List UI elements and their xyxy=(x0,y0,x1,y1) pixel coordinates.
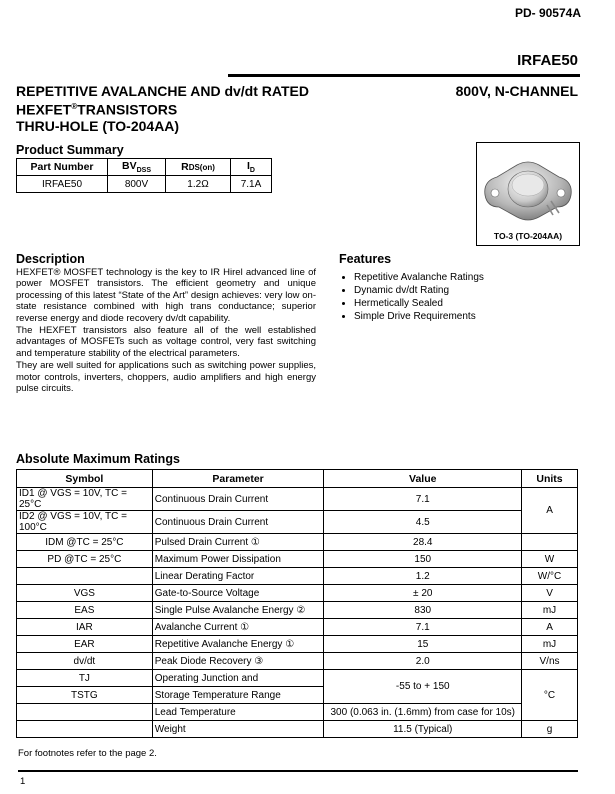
description-paragraph-3: They are well suited for applications such as switching power supplies, motor controls, inverters, choppers, audio amplifiers and high energy pulse circuits. xyxy=(16,360,316,395)
value-cell: 830 xyxy=(324,602,522,619)
part-number-heading: IRFAE50 xyxy=(517,52,578,69)
header-symbol: Symbol xyxy=(17,470,153,488)
parameter-cell: Single Pulse Avalanche Energy ② xyxy=(152,602,324,619)
table-row xyxy=(17,488,578,511)
parameter-cell: Storage Temperature Range xyxy=(152,687,324,704)
list-item: • Hermetically Sealed xyxy=(354,297,484,310)
footer-rule xyxy=(18,770,578,772)
symbol-cell: EAR xyxy=(17,636,153,653)
symbol-cell: ID2 @ VGS = 10V, TC = 100°C xyxy=(17,511,153,534)
list-item: • Simple Drive Requirements xyxy=(354,310,484,323)
value-cell: 28.4 xyxy=(324,534,522,551)
package-caption: TO-3 (TO-204AA) xyxy=(493,231,563,241)
unit-cell: W/°C xyxy=(522,568,578,585)
parameter-cell: Peak Diode Recovery ③ xyxy=(152,653,324,670)
unit-cell: V/ns xyxy=(522,653,578,670)
value-cell: 15 xyxy=(324,636,522,653)
unit-cell: A xyxy=(522,488,578,534)
unit-cell xyxy=(522,534,578,551)
value-cell: -55 to + 150 xyxy=(324,670,522,704)
symbol-cell: VGS xyxy=(17,585,153,602)
table-row xyxy=(17,721,578,738)
title-line-3: THRU-HOLE (TO-204AA) xyxy=(16,117,180,134)
value-cell: 11.5 (Typical) xyxy=(324,721,522,738)
unit-cell: A xyxy=(522,619,578,636)
parameter-cell: Maximum Power Dissipation xyxy=(152,551,324,568)
symbol-cell xyxy=(17,568,153,585)
parameter-cell: Gate-to-Source Voltage xyxy=(152,585,324,602)
absolute-maximum-ratings-table xyxy=(16,469,578,738)
absolute-maximum-ratings-heading: Absolute Maximum Ratings xyxy=(16,452,180,466)
table-row xyxy=(17,585,578,602)
table-row xyxy=(17,670,578,687)
parameter-cell: Linear Derating Factor xyxy=(152,568,324,585)
description-heading: Description xyxy=(16,252,85,266)
value-cell: 2.0 xyxy=(324,653,522,670)
unit-cell: mJ xyxy=(522,602,578,619)
title-line-1: REPETITIVE AVALANCHE AND dv/dt RATED xyxy=(16,83,309,99)
parameter-cell: Lead Temperature xyxy=(152,704,324,721)
header-parameter: Parameter xyxy=(152,470,324,488)
description-paragraph-2: The HEXFET transistors also feature all of the well established advantages of MOSFETs such as voltage control, very fast switching and temperature stability of the electrical parameters. xyxy=(16,325,316,359)
ps-header-part: Part Number xyxy=(17,159,108,176)
symbol-cell: IAR xyxy=(17,619,153,636)
ps-bv: 800V xyxy=(108,176,166,193)
list-item: • Dynamic dv/dt Rating xyxy=(354,284,484,297)
parameter-cell: Continuous Drain Current xyxy=(152,488,324,511)
table-row xyxy=(17,619,578,636)
ps-header-bv: $BV_{DSS}$ xyxy=(108,159,166,176)
channel-rating: 800V, N-CHANNEL xyxy=(455,83,578,99)
symbol-cell xyxy=(17,704,153,721)
table-row xyxy=(17,551,578,568)
title-transistors: TRANSISTORS xyxy=(77,101,178,118)
description-text xyxy=(16,267,316,395)
parameter-cell: Operating Junction and xyxy=(152,670,324,687)
symbol-cell: TJ xyxy=(17,670,153,687)
footnote-reference: For footnotes refer to the page 2. xyxy=(18,748,157,759)
header-units: Units xyxy=(522,470,578,488)
symbol-cell: EAS xyxy=(17,602,153,619)
product-summary-heading: Product Summary xyxy=(16,143,124,157)
unit-cell: °C xyxy=(522,670,578,721)
parameter-cell: Weight xyxy=(152,721,324,738)
title-hexfet: HEXFET xyxy=(16,101,72,118)
header-value: Value xyxy=(324,470,522,488)
features-list xyxy=(340,271,484,323)
description-paragraph-1: HEXFET® MOSFET technology is the key to IR Hirel advanced line of power MOSFET transistors. The efficient geometry and unique processing of this latest “State of the Art” design achieves: very low on-state resistance combined with high trans conductance; superior reverse energy and diode recovery dv/dt capability. xyxy=(16,267,316,324)
ps-header-rds: RDS(on) xyxy=(166,159,231,176)
ps-id: 7.1A xyxy=(231,176,272,193)
value-cell: 7.1 xyxy=(324,619,522,636)
registered-mark: ® xyxy=(71,102,78,111)
table-row xyxy=(17,176,272,193)
ps-header-id: $I_D$ xyxy=(231,159,272,176)
table-row xyxy=(17,534,578,551)
value-cell: 7.1 xyxy=(324,488,522,511)
unit-cell: W xyxy=(522,551,578,568)
document-number: PD- 90574A xyxy=(514,6,581,20)
table-row xyxy=(17,602,578,619)
value-cell: 300 (0.063 in. (1.6mm) from case for 10s) xyxy=(324,704,522,721)
unit-cell: mJ xyxy=(522,636,578,653)
list-item: • Repetitive Avalanche Ratings xyxy=(354,271,484,284)
title-line-2 xyxy=(16,99,309,118)
to3-package-image xyxy=(477,143,579,233)
value-cell: ± 20 xyxy=(324,585,522,602)
symbol-cell: TSTG xyxy=(17,687,153,704)
header-rule xyxy=(228,74,580,77)
symbol-cell: ID1 @ VGS = 10V, TC = 25°C xyxy=(17,488,153,511)
unit-cell: V xyxy=(522,585,578,602)
symbol-cell: dv/dt xyxy=(17,653,153,670)
ps-part: IRFAE50 xyxy=(17,176,108,193)
parameter-cell: Continuous Drain Current xyxy=(152,511,324,534)
value-cell: 150 xyxy=(324,551,522,568)
symbol-cell xyxy=(17,721,153,738)
table-row xyxy=(17,653,578,670)
parameter-cell: Repetitive Avalanche Energy ① xyxy=(152,636,324,653)
table-row xyxy=(17,568,578,585)
ps-rds: 1.2Ω xyxy=(166,176,231,193)
document-title xyxy=(16,83,309,134)
value-cell: 1.2 xyxy=(324,568,522,585)
table-row xyxy=(17,636,578,653)
package-image-box xyxy=(476,142,580,246)
symbol-cell: IDM @TC = 25°C xyxy=(17,534,153,551)
parameter-cell: Pulsed Drain Current ① xyxy=(152,534,324,551)
parameter-cell: Avalanche Current ① xyxy=(152,619,324,636)
page-number: 1 xyxy=(20,776,26,787)
symbol-cell: PD @TC = 25°C xyxy=(17,551,153,568)
features-heading: Features xyxy=(339,252,392,266)
table-row xyxy=(17,511,578,534)
product-summary-table xyxy=(16,158,272,193)
value-cell: 4.5 xyxy=(324,511,522,534)
unit-cell: g xyxy=(522,721,578,738)
table-row xyxy=(17,704,578,721)
